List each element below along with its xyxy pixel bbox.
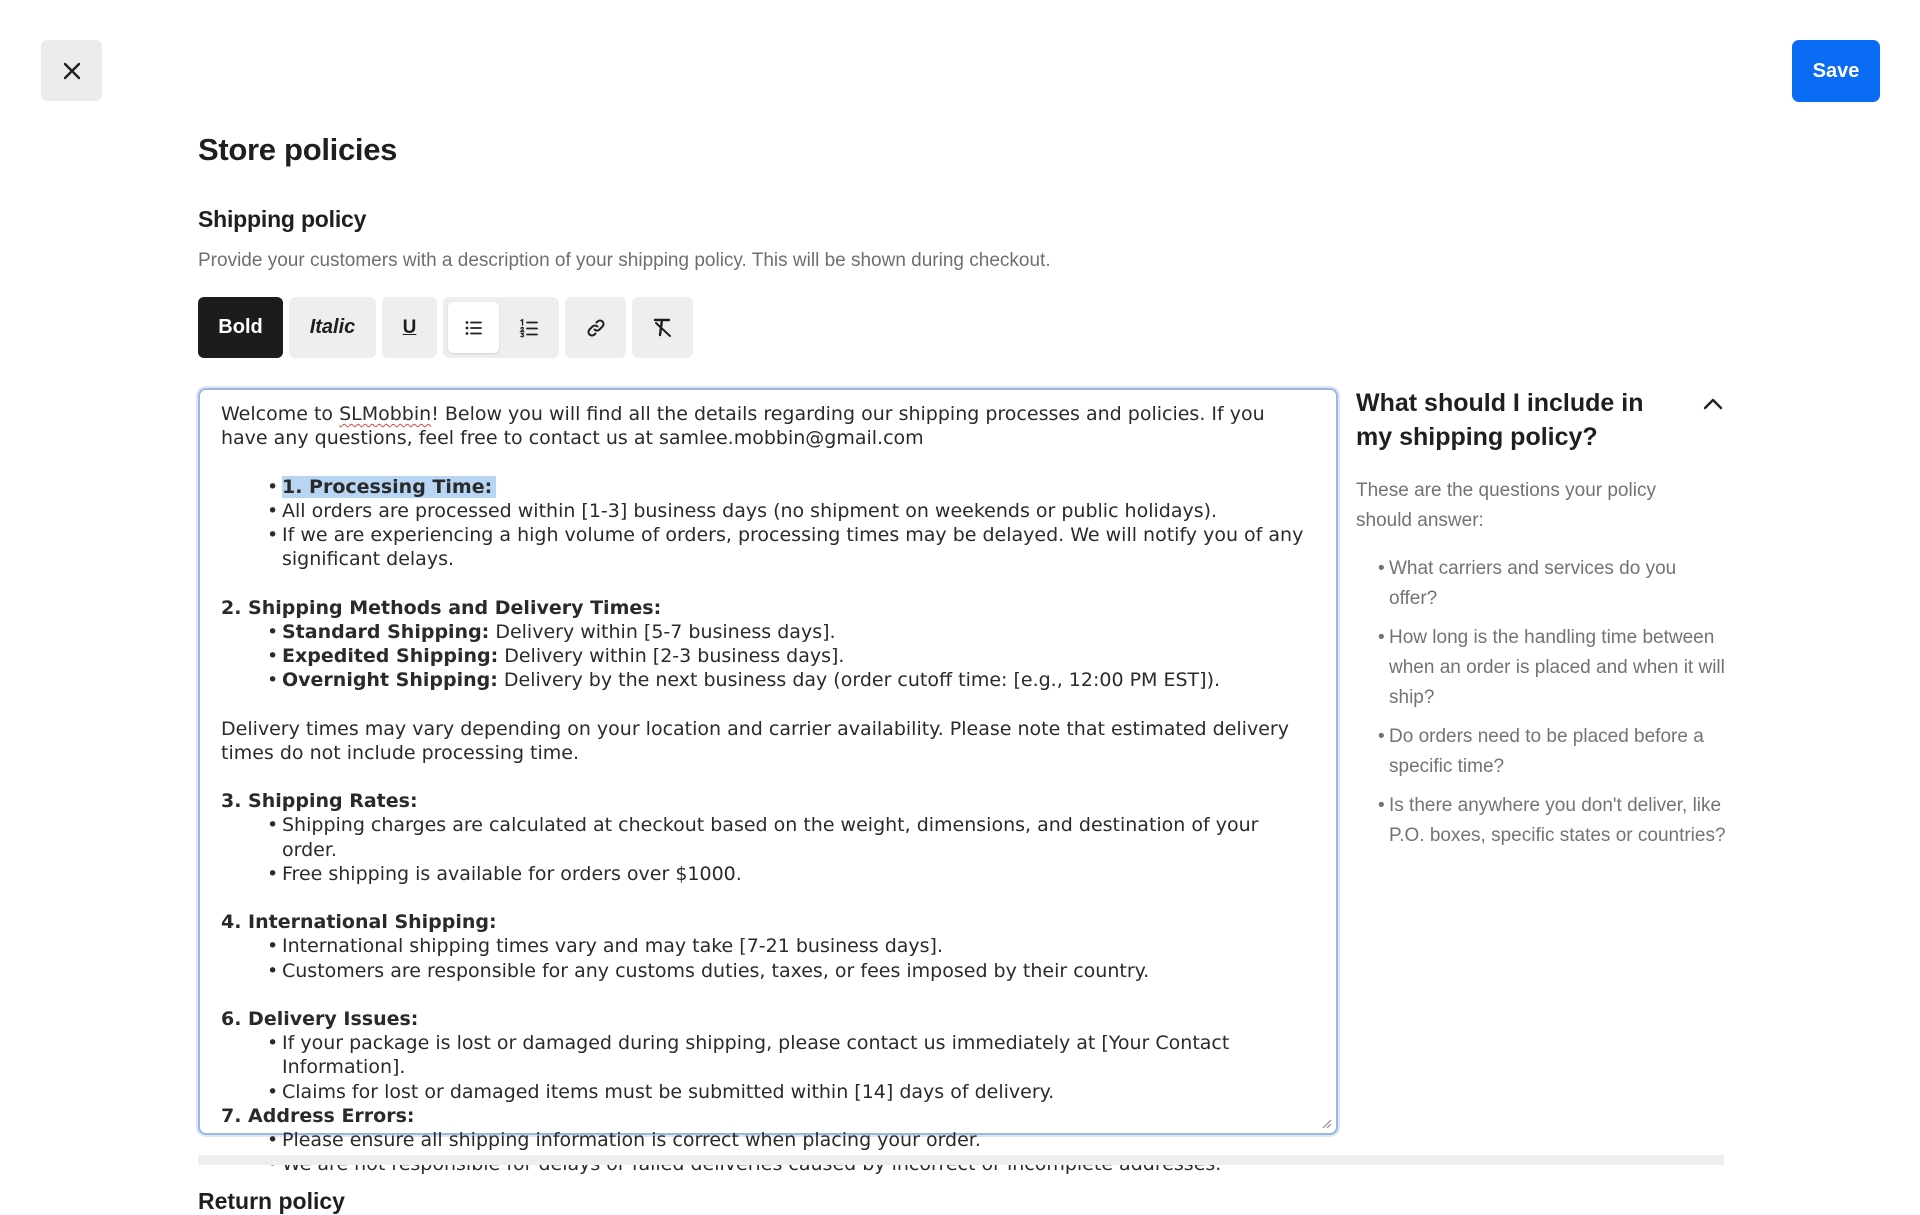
help-question: • How long is the handling time between when an order is placed and when it will ship? <box>1378 623 1728 713</box>
list-item: • Standard Shipping: Delivery within [5-7 business days]. <box>282 620 1316 644</box>
help-question: • Do orders need to be placed before a specific time? <box>1378 722 1728 782</box>
section-heading: 3. Shipping Rates: <box>221 790 418 813</box>
shipping-policy-description: Provide your customers with a description of your shipping policy. This will be shown during checkout. <box>198 250 1051 271</box>
help-panel <box>1356 386 1724 860</box>
bullet-list-icon <box>464 318 484 338</box>
list-item: • Expedited Shipping: Delivery within [2-3 business days]. <box>282 644 1316 668</box>
bold-button[interactable]: Bold <box>198 297 283 358</box>
section-heading: 2. Shipping Methods and Delivery Times: <box>221 596 662 619</box>
help-question: • Is there anywhere you don't deliver, like P.O. boxes, specific states or countries? <box>1378 791 1728 851</box>
resize-handle-icon[interactable] <box>1321 1118 1332 1129</box>
list-item: • Free shipping is available for orders over $1000. <box>282 862 1316 886</box>
list-item: • All orders are processed within [1-3] business days (no shipment on weekends or public holidays). <box>282 499 1316 523</box>
shipping-policy-editor[interactable] <box>198 388 1338 1151</box>
page-title: Store policies <box>198 132 398 167</box>
return-policy-title: Return policy <box>198 1188 345 1214</box>
list-item: • International shipping times vary and may take [7-21 business days]. <box>282 934 1316 958</box>
numbered-list-icon <box>519 318 539 338</box>
help-intro: These are the questions your policy should answer: <box>1356 480 1656 531</box>
list-item: • Overnight Shipping: Delivery by the next business day (order cutoff time: [e.g., 12:00 PM EST]). <box>282 668 1316 692</box>
processing-list <box>221 475 1316 572</box>
link-icon <box>585 317 607 339</box>
section-divider <box>198 1155 1724 1165</box>
help-questions <box>1356 554 1724 851</box>
close-button[interactable] <box>41 40 102 101</box>
formatting-toolbar <box>198 297 693 358</box>
link-button[interactable] <box>565 297 626 358</box>
chevron-up-icon[interactable] <box>1702 394 1724 416</box>
bullet-list-button[interactable] <box>448 302 499 353</box>
section-heading: 4. International Shipping: <box>221 911 497 934</box>
clear-format-icon <box>652 317 674 339</box>
section-heading: 6. Delivery Issues: <box>221 1007 419 1030</box>
brand-name: SLMobbin <box>339 403 432 425</box>
list-button-group <box>443 297 559 358</box>
help-title: What should I include in my shipping policy? <box>1356 389 1644 451</box>
underline-button[interactable]: U <box>382 297 437 358</box>
clear-formatting-button[interactable] <box>632 297 693 358</box>
selected-heading: 1. Processing Time: <box>282 476 496 498</box>
list-item: • Customers are responsible for any customs duties, taxes, or fees imposed by their country. <box>282 959 1316 983</box>
list-item: • Please ensure all shipping information is correct when placing your order. <box>282 1128 1316 1152</box>
save-button[interactable]: Save <box>1792 40 1880 102</box>
list-item: • If your package is lost or damaged during shipping, please contact us immediately at [Your Contact Information]. <box>282 1031 1316 1079</box>
intro-paragraph: Welcome to SLMobbin! Below you will find all the details regarding our shipping processes and policies. If you have any questions, feel free to contact us at samlee.mobbin@gmail.com <box>221 403 1265 450</box>
delivery-note: Delivery times may vary depending on your location and carrier availability. Please note that estimated delivery times do not include processing time. <box>221 717 1289 764</box>
list-item: • Shipping charges are calculated at checkout based on the weight, dimensions, and destination of your order. <box>282 813 1316 861</box>
list-item: • If we are experiencing a high volume of orders, processing times may be delayed. We will notify you of any significant delays. <box>282 523 1316 571</box>
numbered-list-button[interactable] <box>503 302 554 353</box>
shipping-policy-title: Shipping policy <box>198 206 367 232</box>
list-item: • Claims for lost or damaged items must be submitted within [14] days of delivery. <box>282 1080 1316 1104</box>
section-heading: 7. Address Errors: <box>221 1104 415 1127</box>
close-icon <box>62 61 82 81</box>
help-question: • What carriers and services do you offer? <box>1378 554 1728 614</box>
italic-button[interactable]: Italic <box>289 297 376 358</box>
list-item <box>282 475 1316 499</box>
